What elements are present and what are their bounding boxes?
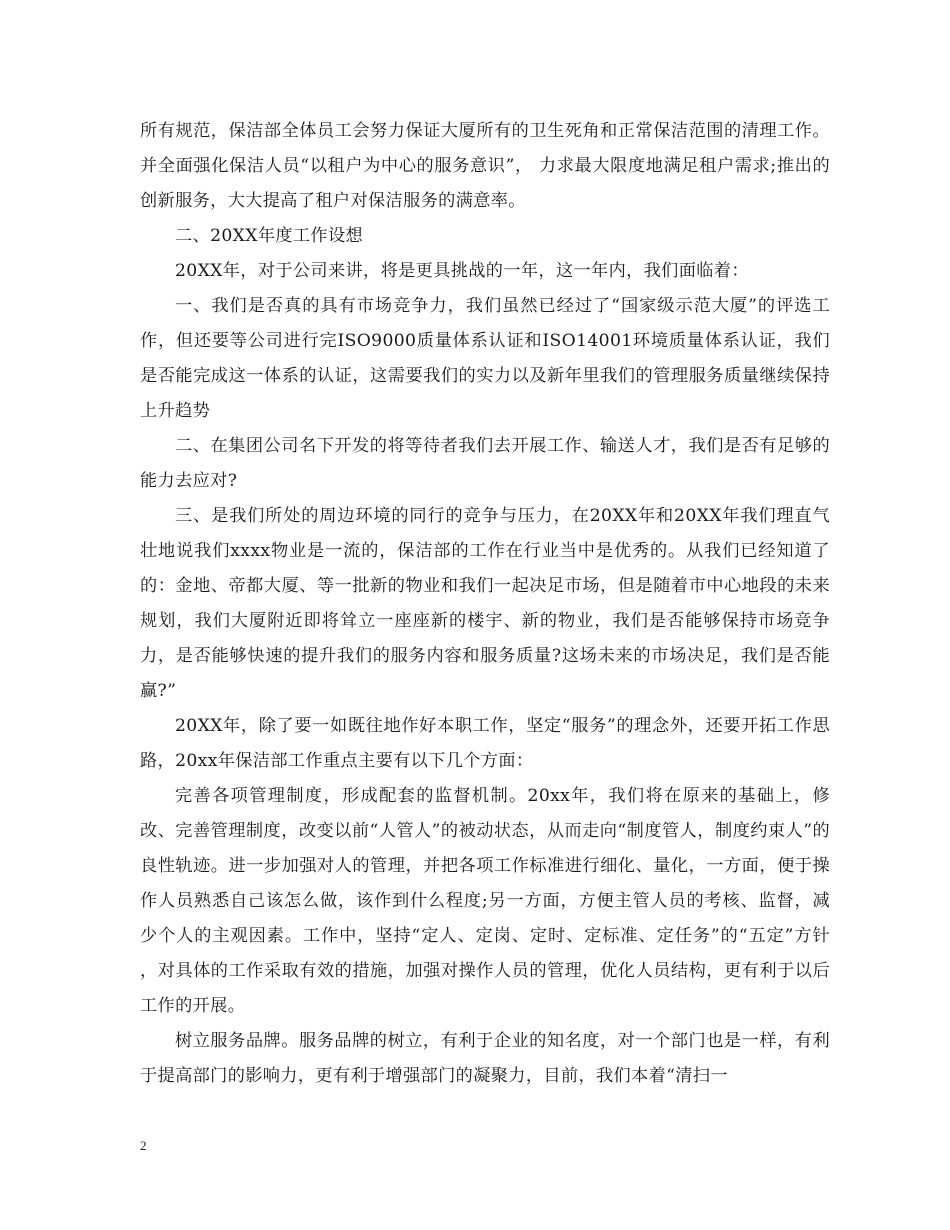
paragraph-work-focus: 20XX年，除了要一如既往地作好本职工作，坚定“服务”的理念外，还要开拓工作思路，20xx年保洁部工作重点主要有以下几个方面： <box>140 716 830 771</box>
paragraph-point-three: 三、是我们所处的周边环境的同行的竞争与压力，在20XX年和20XX年我们理直气壮地说我们xxxx物业是一流的，保洁部的工作在行业当中是优秀的。从我们已经知道了的：金地、帝都大厦、等一批新的物业和我们一起决足市场，但是随着市中心地段的未来规划，我们大厦附近即将耸立一座座新的楼宇、新的物业，我们是否能够保持市场竞争力，是否能够快速的提升我们的服务内容和服务质量?这场未来的市场决足，我们是否能赢?” <box>140 506 830 701</box>
paragraph-service-brand: 树立服务品牌。服务品牌的树立，有利于企业的知名度，对一个部门也是一样，有利于提高部门的影响力，更有利于增强部门的凝聚力，目前，我们本着“清扫一 <box>140 1031 830 1086</box>
section-heading-annual-plan: 二、20XX年度工作设想 <box>175 226 364 246</box>
paragraph-intro-challenges: 20XX年，对于公司来讲，将是更具挑战的一年，这一年内，我们面临着： <box>175 261 749 281</box>
paragraph-point-two: 二、在集团公司名下开发的将等待者我们去开展工作、输送人才，我们是否有足够的能力去应对? <box>140 436 830 491</box>
document-body <box>140 114 830 1094</box>
page-number: 2 <box>140 1138 147 1153</box>
paragraph-point-one: 一、我们是否真的具有市场竞争力，我们虽然已经过了“国家级示范大厦”的评选工作，但还要等公司进行完ISO9000质量体系认证和ISO14001环境质量体系认证，我们是否能完成这一体系的认证，这需要我们的实力以及新年里我们的管理服务质量继续保持上升趋势 <box>140 296 830 421</box>
paragraph-continuation: 所有规范，保洁部全体员工会努力保证大厦所有的卫生死角和正常保洁范围的清理工作。并全面强化保洁人员“以租户为中心的服务意识”， 力求最大限度地满足租户需求;推出的创新服务，大大提高了租户对保洁服务的满意率。 <box>140 121 830 211</box>
paragraph-management-system: 完善各项管理制度，形成配套的监督机制。20xx年，我们将在原来的基础上，修改、完善管理制度，改变以前“人管人”的被动状态，从而走向“制度管人，制度约束人”的良性轨迹。进一步加强对人的管理，并把各项工作标准进行细化、量化，一方面，便于操作人员熟悉自己该怎么做，该作到什么程度;另一方面，方便主管人员的考核、监督，减少个人的主观因素。工作中，坚持“定人、定岗、定时、定标准、定任务”的“五定”方针 ，对具体的工作采取有效的措施，加强对操作人员的管理，优化人员结构，更有利于以后工作的开展。 <box>140 786 830 1016</box>
